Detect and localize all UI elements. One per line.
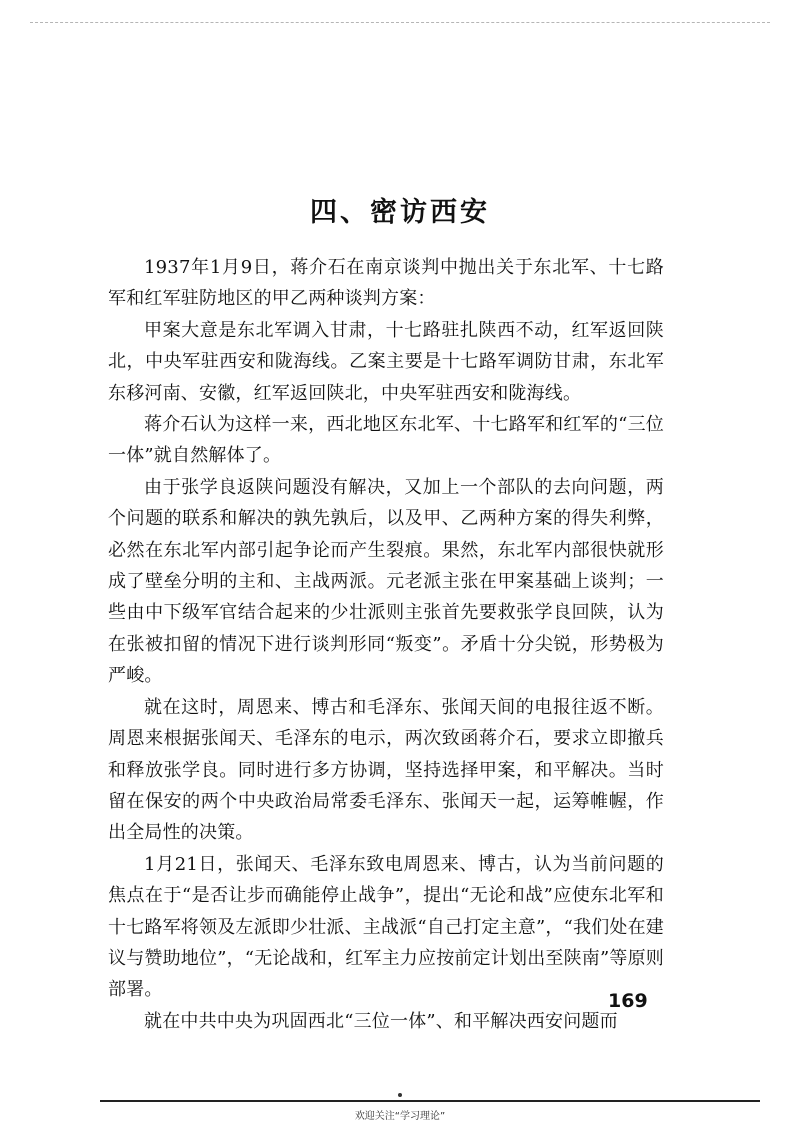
paragraph: 蒋介石认为这样一来，西北地区东北军、十七路军和红军的“三位一体”就自然解体了。 [108,414,664,467]
footer-note: 欢迎关注“学习理论” [354,1111,446,1122]
paragraph: 1937年1月9日，蒋介石在南京谈判中抛出关于东北军、十七路军和红军驻防地区的甲乙两种谈判方案： [108,257,664,310]
paragraph: 1月21日，张闻天、毛泽东致电周恩来、博古，认为当前问题的焦点在于“是否让步而确能停止战争”，提出“无论和战”应使东北军和十七路军将领及左派即少壮派、主战派“自己打定主意”，“我们处在建议与赞助地位”，“无论战和，红军主力应按前定计划出至陕南”等原则部署。 [108,853,665,1001]
top-scan-edge [30,22,770,23]
body-text [108,252,664,1037]
paragraph: 就在这时，周恩来、博古和毛泽东、张闻天间的电报往返不断。周恩来根据张闻天、毛泽东的电示，两次致函蒋介石，要求立即撤兵和释放张学良。同时进行多方协调，坚持选择甲案，和平解决。当时留在保安的两个中央政治局常委毛泽东、张闻天一起，运筹帷幄，作出全局性的决策。 [108,696,664,844]
paragraph: 就在中共中央为巩固西北“三位一体”、和平解决西安问题而 [144,1010,618,1032]
footer-rule [100,1100,760,1102]
paragraph: 甲案大意是东北军调入甘肃，十七路驻扎陕西不动，红军返回陕北，中央军驻西安和陇海线。乙案主要是十七路军调防甘肃，东北军东移河南、安徽，红军返回陕北，中央军驻西安和陇海线。 [108,319,664,404]
page-number: 169 [608,990,648,1012]
footer-rule-dot [398,1093,402,1097]
section-title: 四、密访西安 [310,197,490,228]
paragraph: 由于张学良返陕问题没有解决，又加上一个部队的去向问题，两个问题的联系和解决的孰先孰后，以及甲、乙两种方案的得失利弊，必然在东北军内部引起争论而产生裂痕。果然，东北军内部很快就形成了壁垒分明的主和、主战两派。元老派主张在甲案基础上谈判；一些由中下级军官结合起来的少壮派则主张首先要救张学良回陕，认为在张被扣留的情况下进行谈判形同“叛变”。矛盾十分尖锐，形势极为严峻。 [108,476,664,687]
